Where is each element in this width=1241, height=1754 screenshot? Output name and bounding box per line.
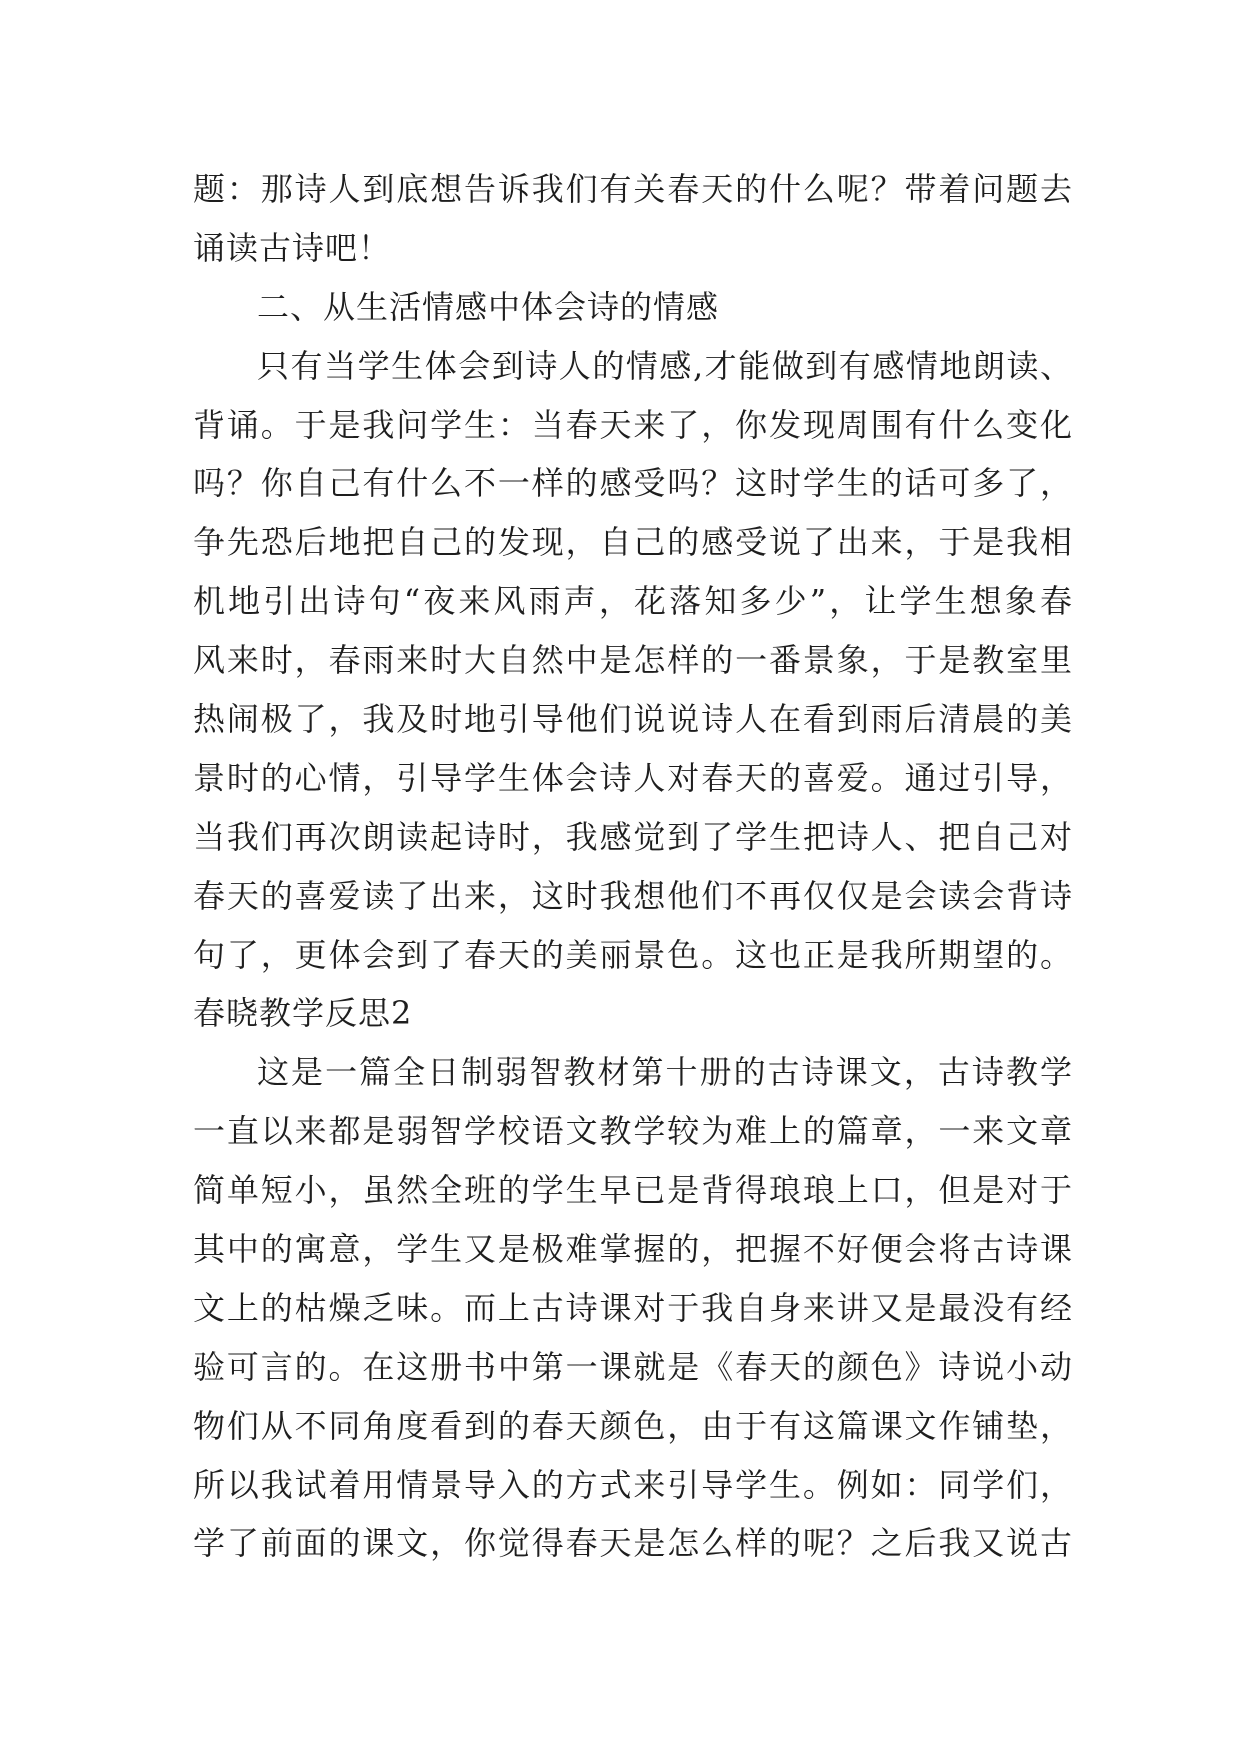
text-line: 验可言的。在这册书中第一课就是《春天的颜色》诗说小动 (193, 1347, 1073, 1386)
section-heading: 二、从生活情感中体会诗的情感 (257, 287, 720, 326)
text-line: 所以我试着用情景导入的方式来引导学生。例如：同学们， (193, 1465, 1073, 1504)
text-line: 景时的心情，引导学生体会诗人对春天的喜爱。通过引导， (193, 758, 1073, 797)
text-line: 这是一篇全日制弱智教材第十册的古诗课文，古诗教学 (257, 1053, 1073, 1092)
text-line: 风来时，春雨来时大自然中是怎样的一番景象，于是教室里 (193, 641, 1073, 680)
text-line: 题：那诗人到底想告诉我们有关春天的什么呢？带着问题去 (193, 170, 1073, 208)
text-line: 当我们再次朗读起诗时，我感觉到了学生把诗人、把自己对 (193, 817, 1073, 856)
text-line: 简单短小，虽然全班的学生早已是背得琅琅上口，但是对于 (193, 1171, 1073, 1210)
text-line: 只有当学生体会到诗人的情感,才能做到有感情地朗读、 (257, 346, 1073, 385)
text-line: 物们从不同角度看到的春天颜色，由于有这篇课文作铺垫， (193, 1406, 1073, 1445)
text-line: 文上的枯燥乏味。而上古诗课对于我自身来讲又是最没有经 (193, 1288, 1073, 1327)
body-text (193, 160, 1073, 1573)
text-line: 其中的寓意，学生又是极难掌握的，把握不好便会将古诗课 (193, 1230, 1073, 1269)
text-line: 吗？你自己有什么不一样的感受吗？这时学生的话可多了， (193, 464, 1073, 503)
text-line: 争先恐后地把自己的发现，自己的感受说了出来，于是我相 (193, 523, 1073, 562)
text-line: 机地引出诗句“夜来风雨声，花落知多少”，让学生想象春 (193, 582, 1073, 621)
text-line: 句了，更体会到了春天的美丽景色。这也正是我所期望的。 (193, 935, 1073, 974)
text-line: 背诵。于是我问学生：当春天来了，你发现周围有什么变化 (193, 405, 1073, 444)
text-line: 热闹极了，我及时地引导他们说说诗人在看到雨后清晨的美 (193, 700, 1073, 739)
text-line: 春天的喜爱读了出来，这时我想他们不再仅仅是会读会背诗 (193, 876, 1073, 915)
text-line: 学了前面的课文，你觉得春天是怎么样的呢？之后我又说古 (193, 1524, 1073, 1563)
text-line: 一直以来都是弱智学校语文教学较为难上的篇章，一来文章 (193, 1112, 1073, 1151)
text-line: 诵读古诗吧！ (193, 228, 392, 267)
section-title: 春晓教学反思2 (193, 994, 413, 1033)
